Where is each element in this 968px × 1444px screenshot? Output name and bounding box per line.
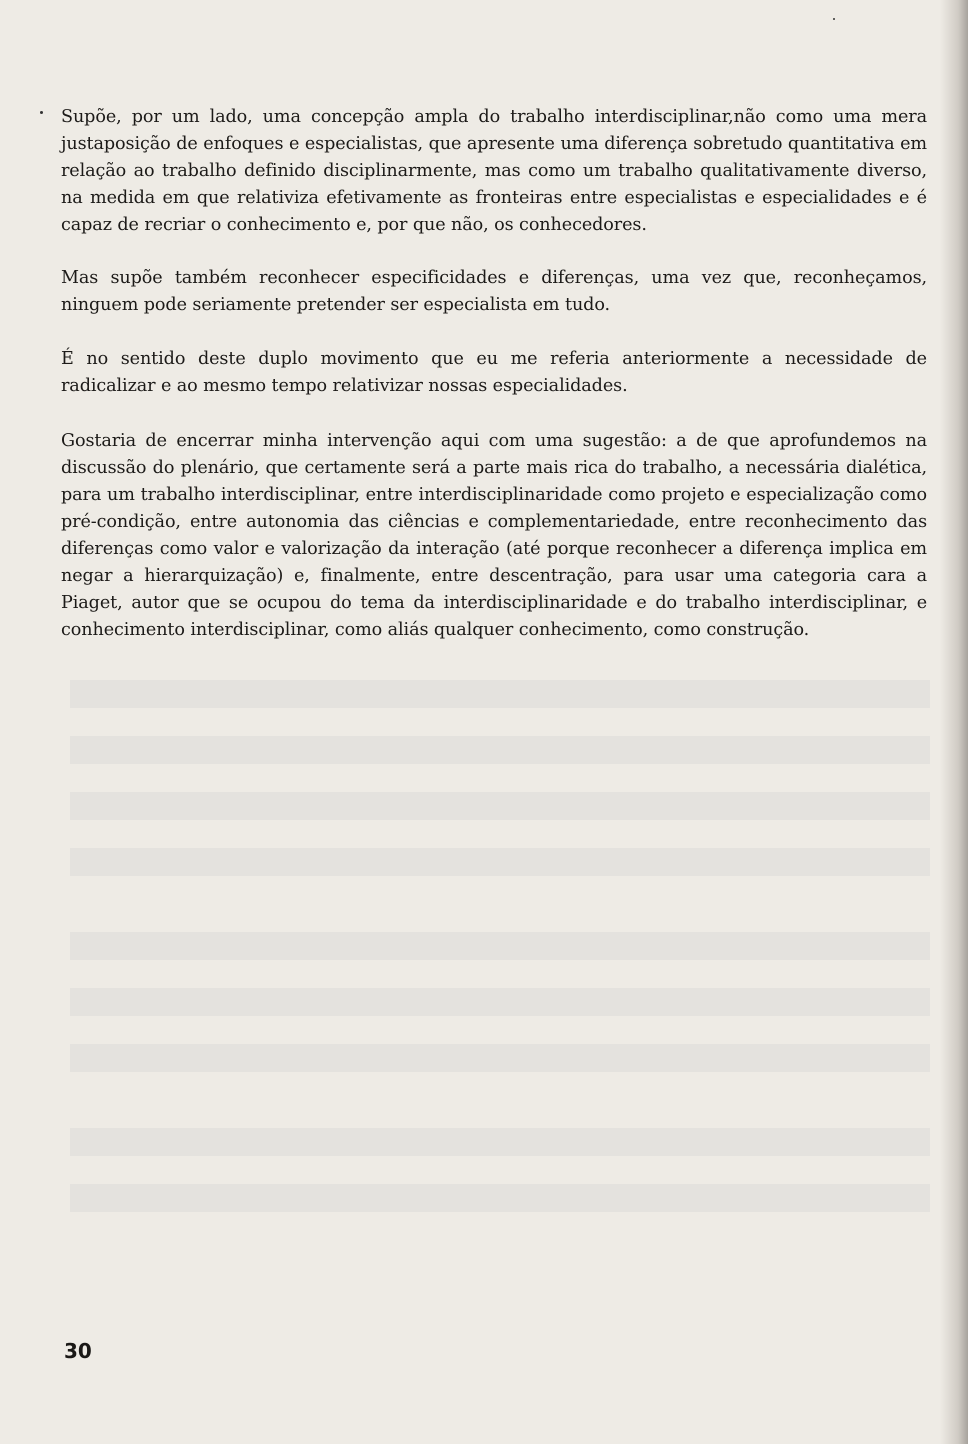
paragraph-3-text: É no sentido deste duplo movimento que eu me referia anteriormente a necessidade de radicalizar e ao mesmo tempo relativizar nossas especialidades. xyxy=(61,349,927,396)
ink-speck xyxy=(40,111,43,114)
paragraph-3 xyxy=(61,346,927,400)
paragraph-2 xyxy=(61,265,927,319)
paragraph-2-text: Mas supõe também reconhecer especificidades e diferenças, uma vez que, reconheçamos, ninguem pode seriamente pretender ser especialista em tudo. xyxy=(61,268,927,315)
paragraph-4 xyxy=(61,428,927,644)
show-through-text xyxy=(70,680,930,1240)
ink-speck xyxy=(833,18,835,20)
paragraph-4-text: Gostaria de encerrar minha intervenção aqui com uma sugestão: a de que aprofundemos na discussão do plenário, que certamente será a parte mais rica do trabalho, a necessária dialética, para um trabalho interdisciplinar, entre interdisciplinaridade como projeto e especialização como pré-condição, entre autonomia das ciências e complementariedade, entre reconhecimento das diferenças como valor e valorização da interação (até porque reconhecer a diferença implica em negar a hierarquização) e, finalmente, entre descentração, para usar uma categoria cara a Piaget, autor que se ocupou do tema da interdisciplinaridade e do trabalho interdisciplinar, e conhecimento interdisciplinar, como aliás qualquer conhecimento, como construção. xyxy=(61,431,927,640)
paragraph-1-text: Supõe, por um lado, uma concepção ampla do trabalho interdisciplinar,não como uma mera justaposição de enfoques e especialistas, que apresente uma diferença sobretudo quantitativa em relação ao trabalho definido disciplinarmente, mas como um trabalho qualitativamente diverso, na medida em que relativiza efetivamente as fronteiras entre especialistas e especialidades e é capaz de recriar o conhecimento e, por que não, os conhecedores. xyxy=(61,107,927,235)
paragraph-1 xyxy=(61,104,927,239)
page-number: 30 xyxy=(64,1339,92,1363)
